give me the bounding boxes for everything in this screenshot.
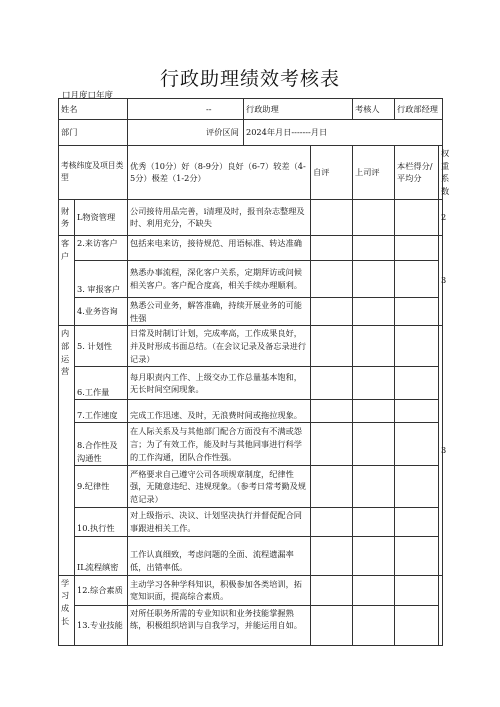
weight-customer: 3 [439, 235, 443, 325]
info-row-name [59, 99, 443, 120]
category-finance: 财务 [59, 199, 75, 235]
table-row [59, 235, 443, 260]
weight-learning [439, 575, 443, 645]
category-internal: 内部运营 [59, 326, 75, 576]
table-row [59, 199, 443, 235]
item-description: 对上级指示、决议、计划坚决执行并督促配合同事跟进相关工作。 [128, 508, 311, 536]
score-cell[interactable] [395, 235, 439, 260]
period-checkbox-label[interactable]: 口月度口年度 [62, 91, 114, 101]
item-description: 每月职责内工作、上级交办工作总量基本饱和，无长时间空闲现象。 [128, 367, 311, 400]
table-row [59, 605, 443, 645]
self-eval-cell[interactable] [311, 536, 353, 575]
score-cell[interactable] [395, 508, 439, 536]
table-row [59, 297, 443, 325]
position-value[interactable]: 行政助理 [244, 99, 353, 120]
item-name: 4.业务咨询 [75, 297, 128, 325]
name-value[interactable]: -- [128, 99, 244, 120]
assessment-table [58, 98, 450, 646]
header-scale: 优秀（10分）好（8-9分）良好（6-7）较差（4-5分）极差（1-2分） [128, 146, 311, 200]
item-description: 完成工作迅速、及时，无浪费时间或拖拉现象。 [128, 400, 311, 423]
table-row [59, 326, 443, 367]
self-eval-cell[interactable] [311, 235, 353, 260]
item-name: 10.执行性 [75, 508, 128, 536]
score-cell[interactable] [395, 423, 439, 466]
item-name: 5. 计划性 [75, 326, 128, 367]
table-row [59, 536, 443, 575]
table-row [59, 423, 443, 466]
superior-eval-cell[interactable] [353, 326, 395, 367]
item-description: 主动学习各种学科知识，积极参加各类培训，拓宽知识面，提高综合素质。 [128, 575, 311, 605]
score-cell[interactable] [395, 326, 439, 367]
info-row-dept [59, 120, 443, 146]
self-eval-cell[interactable] [311, 575, 353, 605]
superior-eval-cell[interactable] [353, 235, 395, 260]
self-eval-cell[interactable] [311, 367, 353, 400]
header-self-eval: 自评 [311, 146, 353, 200]
superior-eval-cell[interactable] [353, 297, 395, 325]
item-name: 7.工作速度 [75, 400, 128, 423]
score-cell[interactable] [395, 367, 439, 400]
item-description: 公司接待用品完善，i清理及时，报刊杂志整理及时、利用充分，不缺失 [128, 199, 311, 235]
score-cell[interactable] [395, 297, 439, 325]
self-eval-cell[interactable] [311, 400, 353, 423]
item-description: 熟悉公司业务，解答准确，持续开展业务的可能性强 [128, 297, 311, 325]
item-name: 13.专业技能 [75, 605, 128, 645]
interval-label: 评价区间 [128, 120, 244, 146]
item-description: 日常及时制订计划，完成率高，工作成果良好，并及时形成书面总结。（在会议记录及备忘录进行记录） [128, 326, 311, 367]
score-cell[interactable] [395, 466, 439, 508]
table-row [59, 575, 443, 605]
category-learning: 学习成长 [59, 575, 75, 645]
header-column-score: 本栏得分/平均分 [395, 146, 439, 200]
self-eval-cell[interactable] [311, 199, 353, 235]
self-eval-cell[interactable] [311, 326, 353, 367]
header-superior-eval: 上司评 [353, 146, 395, 200]
superior-eval-cell[interactable] [353, 400, 395, 423]
superior-eval-cell[interactable] [353, 508, 395, 536]
name-label: 姓名 [59, 99, 128, 120]
item-description: 包括来电来访，接待规范、用语标准、转达准确 [128, 235, 311, 260]
self-eval-cell[interactable] [311, 605, 353, 645]
score-cell[interactable] [395, 260, 439, 297]
table-row [59, 367, 443, 400]
item-name: 12.综合素质 [75, 575, 128, 605]
category-customer: 客户 [59, 235, 75, 325]
item-description: 在人际关系及与其他部门配合方面没有不满或怨言；为了有效工作，能及时与其他同事进行科学的工作沟通，团队合作性强。 [128, 423, 311, 466]
weight-internal: 3 [439, 326, 443, 576]
self-eval-cell[interactable] [311, 508, 353, 536]
superior-eval-cell[interactable] [353, 605, 395, 645]
table-row [59, 466, 443, 508]
assessor-label: 考核人 [353, 99, 395, 120]
score-cell[interactable] [395, 605, 439, 645]
item-name: 9.纪律性 [75, 466, 128, 508]
superior-eval-cell[interactable] [353, 367, 395, 400]
superior-eval-cell[interactable] [353, 575, 395, 605]
self-eval-cell[interactable] [311, 423, 353, 466]
item-name: 6.工作量 [75, 367, 128, 400]
score-cell[interactable] [395, 575, 439, 605]
self-eval-cell[interactable] [311, 466, 353, 508]
item-description: 对所任职务所需的专业知识和业务技能掌握熟练，积极组织培训与自我学习，并能运用自如。 [128, 605, 311, 645]
item-name: 8.合作性及沟通性 [75, 423, 128, 466]
item-name: 3. 审报客户 [75, 260, 128, 297]
superior-eval-cell[interactable] [353, 199, 395, 235]
item-description: 熟悉办事流程，深化客户关系，定期拜访或问候相关客户。客户配合度高，相关手续办理顺利。 [128, 260, 311, 297]
item-description: 工作认真细致，考虑问题的全面、流程遗漏率低，出错率低。 [128, 536, 311, 575]
self-eval-cell[interactable] [311, 260, 353, 297]
interval-value[interactable]: 2024年月日-------月日 [244, 120, 443, 146]
form-title: 行政助理绩效考核表 [159, 68, 340, 90]
score-cell[interactable] [395, 536, 439, 575]
item-name: IL流程缜密 [75, 536, 128, 575]
self-eval-cell[interactable] [311, 297, 353, 325]
weight-finance: 2 [439, 199, 443, 235]
item-name: 2.来访客户 [75, 235, 128, 260]
header-dimension: 考核纬度及项目类型 [59, 146, 128, 200]
header-row [59, 146, 443, 200]
item-name: L物资管理 [75, 199, 128, 235]
superior-eval-cell[interactable] [353, 536, 395, 575]
superior-eval-cell[interactable] [353, 260, 395, 297]
table-row [59, 400, 443, 423]
table-row [59, 508, 443, 536]
dept-label: 部门 [59, 120, 128, 146]
superior-eval-cell[interactable] [353, 466, 395, 508]
table-row [59, 260, 443, 297]
superior-eval-cell[interactable] [353, 423, 395, 466]
item-description: 严格要求自己遵守公司各项规章制度，纪律性强，无随意违纪、违规现象。（参考日常考勤及规范记录） [128, 466, 311, 508]
assessor-value[interactable]: 行政部经理 [395, 99, 443, 120]
score-cell[interactable] [395, 400, 439, 423]
score-cell[interactable] [395, 199, 439, 235]
header-weight: 权重系数 [439, 146, 443, 200]
